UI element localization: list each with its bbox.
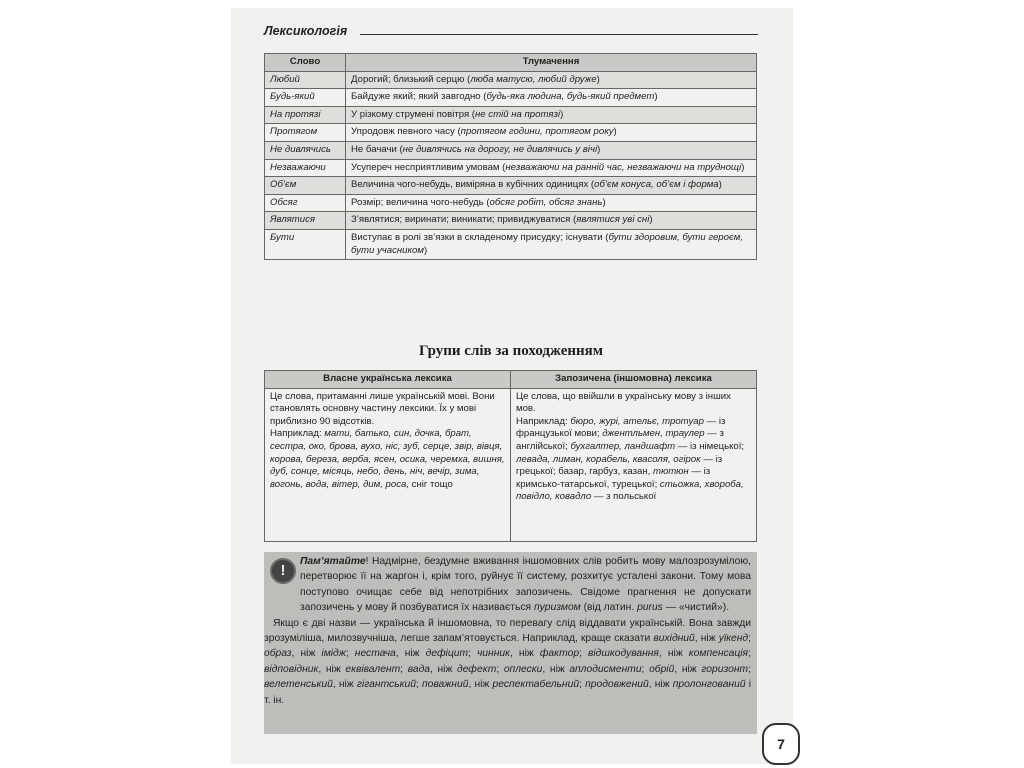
- definition-text: Упродовж певного часу (: [351, 126, 461, 138]
- table-row: [265, 89, 757, 107]
- table-row: [265, 71, 757, 89]
- definition-example: бути здоровим, бути героєм, бути учасником: [351, 231, 743, 256]
- borrowed-intro: Це слова, що ввійшли в українську мову з інших мов.: [516, 390, 731, 415]
- col-borrowed-header: Запозичена (іншомовна) лексика: [511, 371, 757, 389]
- borrowed-words: тютюн: [652, 466, 689, 478]
- foreign-word: гігантський: [356, 679, 416, 691]
- word-cell: Об’єм: [265, 177, 346, 195]
- note-lead: Пам’ятайте: [300, 556, 366, 567]
- words-table-header: [265, 54, 757, 72]
- table-row: [265, 229, 757, 259]
- native-tail: сніг тощо: [409, 478, 453, 490]
- definition-example: не стій на протязі: [475, 108, 561, 120]
- col-definition-header: Тлумачення: [346, 54, 757, 72]
- definition-example: будь-яка людина, будь-який предмет: [486, 91, 655, 103]
- native-word: вада: [407, 663, 430, 675]
- definition-example: протягом години, протягом року: [460, 126, 614, 138]
- than-text: , ніж: [332, 679, 357, 691]
- word-cell: Будь-який: [265, 89, 346, 107]
- table-row: [265, 141, 757, 159]
- separator: ;: [496, 663, 504, 675]
- native-word: оплески: [503, 663, 543, 675]
- borrowed-source: — із грецької; базар, гарбуз, казан,: [516, 453, 723, 478]
- native-word: нестача: [354, 648, 396, 660]
- than-text: , ніж: [694, 633, 719, 645]
- definition-cell: [346, 71, 757, 89]
- separator: ;: [579, 679, 586, 691]
- native-word: образ: [264, 648, 292, 660]
- definition-cell: [346, 141, 757, 159]
- foreign-word: дефект: [457, 663, 497, 675]
- definition-tail: ): [423, 244, 428, 256]
- definition-example: об’єм конуса, об’єм і форма: [594, 179, 719, 191]
- definition-example: являтися уві сні: [576, 214, 650, 226]
- definition-example: незважаючи на ранній час, незважаючи на труднощі: [505, 161, 742, 173]
- definition-text: Дорогий; близький серцю (: [351, 73, 471, 85]
- definition-example: обсяг робіт, обсяг знань: [489, 196, 603, 208]
- word-cell: Обсяг: [265, 194, 346, 212]
- note-p1: ! Надмірне, бездумне вживання іншомовних слів робить мову малозрозумілою, перетворює її на жаргон і, крім того, руйнує її систему, розхитує усталені закони. Тому мова поступово очищає себе від непотрібних запозичень. Свідоме прагнення не допускати запозичень у мову й позбуватися їх називається: [300, 556, 751, 614]
- than-text: , ніж: [318, 663, 346, 675]
- section-title: Групи слів за походженням: [419, 343, 603, 359]
- word-cell: Являтися: [265, 212, 346, 230]
- page-header: [264, 22, 758, 42]
- definition-example: не дивлячись на дорогу, не дивлячись у вічі: [402, 143, 598, 155]
- definition-tail: ): [596, 73, 600, 85]
- separator: ;: [748, 633, 751, 645]
- definition-tail: ): [649, 214, 653, 226]
- note-text: [264, 554, 751, 708]
- definition-cell: [346, 106, 757, 124]
- definition-tail: ): [560, 108, 564, 120]
- table-row: [265, 124, 757, 142]
- note-end: і т. ін.: [264, 679, 751, 706]
- definition-text: Не бачачи (: [351, 143, 403, 155]
- separator: ;: [468, 648, 477, 660]
- native-word: продовжений: [585, 679, 649, 691]
- definition-text: Усупереч несприятливим умовам (: [351, 161, 506, 173]
- separator: ;: [748, 663, 752, 675]
- page-number: 7: [762, 723, 800, 765]
- separator: ;: [641, 663, 650, 675]
- foreign-word: аплодисменти: [569, 663, 642, 675]
- borrowed-lexicon-cell: [511, 388, 757, 541]
- than-text: , ніж: [395, 648, 426, 660]
- definition-text: Розмір; величина чого-небудь (: [351, 196, 490, 208]
- separator: ;: [748, 648, 751, 660]
- definition-cell: [346, 124, 757, 142]
- foreign-word: імідж: [321, 648, 346, 660]
- words-table: [264, 53, 757, 260]
- definition-cell: [346, 177, 757, 195]
- definition-tail: ): [602, 196, 606, 208]
- foreign-word: горизонт: [701, 663, 749, 675]
- definition-cell: [346, 212, 757, 230]
- borrowed-example-label: Наприклад:: [516, 415, 571, 427]
- native-example-label: Наприклад:: [270, 428, 325, 440]
- definition-text: У різкому струмені повітря (: [351, 108, 476, 120]
- native-word: відшкодування: [588, 648, 659, 660]
- definition-tail: ): [741, 161, 745, 173]
- origin-table: [264, 370, 757, 542]
- word-cell: Бути: [265, 229, 346, 259]
- foreign-word: респектабельний: [492, 679, 580, 691]
- borrowed-words: стьожка, хвороба, повідло, ковадло: [516, 478, 744, 503]
- word-cell: На протязі: [265, 106, 346, 124]
- foreign-word: еквівалент: [345, 663, 401, 675]
- table-row: [265, 106, 757, 124]
- definition-cell: [346, 229, 757, 259]
- definition-example: люба матусю, любий друже: [470, 73, 597, 85]
- definition-tail: ): [597, 143, 601, 155]
- definition-cell: [346, 89, 757, 107]
- foreign-word: фактор: [539, 648, 580, 660]
- word-cell: Не дивлячись: [265, 141, 346, 159]
- definition-text: Байдуже який; який завгодно (: [351, 91, 487, 103]
- borrowed-examples: [516, 416, 744, 503]
- table-row: [265, 177, 757, 195]
- borrowed-words: левада, лиман, корабель, квасоля, огірок: [516, 453, 701, 465]
- header-title: Лексикологія: [264, 24, 348, 38]
- separator: ;: [400, 663, 408, 675]
- native-examples: мати, батько, син, дочка, брат, сестра, око, брова, вухо, ніс, зуб, серце, звір, вівця, корова, береза, верба, ясен, осика, черемха, вишня, дуб, сонце, місяць, небо, день, ніч, вечір, зима, вогонь, вода, вітер, дим, роса,: [270, 428, 505, 490]
- foreign-word: пролонгований: [672, 679, 746, 691]
- than-text: , ніж: [674, 663, 702, 675]
- borrowed-words: бюро, журі, ательє, тротуар: [570, 415, 704, 427]
- native-word: вихідний: [653, 633, 695, 645]
- note-latin: purus: [637, 602, 663, 614]
- borrowed-words: джентльмен, траулер: [602, 428, 705, 440]
- definition-cell: [346, 194, 757, 212]
- note-p1-tail: (від латин.: [580, 602, 638, 614]
- definition-text: З’являтися; виринати; виникати; привиджуватися (: [351, 214, 577, 226]
- than-text: , ніж: [658, 648, 689, 660]
- note-term: пуризмом: [533, 602, 581, 614]
- separator: ;: [415, 679, 422, 691]
- native-word: велетенський: [264, 679, 333, 691]
- definition-text: Виступає в ролі зв’язки в складеному присудку; існувати (: [351, 231, 609, 243]
- than-text: , ніж: [509, 648, 540, 660]
- native-word: обрій: [649, 663, 675, 675]
- table-row: [265, 194, 757, 212]
- than-text: , ніж: [429, 663, 457, 675]
- separator: ;: [579, 648, 588, 660]
- foreign-word: дефіцит: [425, 648, 469, 660]
- exclamation-icon: !: [270, 558, 296, 584]
- col-native-header: Власне українська лексика: [265, 371, 511, 389]
- note-p2: Якщо є дві назви — українська й іншомовна, то перевагу слід віддавати українській. Вона завжди зрозуміліша, милозвучніша, легше запам’ятовується. Наприклад, краще сказати: [264, 617, 751, 645]
- table-row: [265, 212, 757, 230]
- note-p1-end: — «чистий»).: [662, 602, 730, 614]
- borrowed-source: — із французької мови;: [516, 415, 726, 440]
- native-intro: Це слова, притаманні лише українській мові. Вони становлять основну частину лексики. Їх у мові приблизно 90 відсотків.: [270, 390, 495, 427]
- borrowed-words: бухгалтер, ландшафт: [570, 440, 676, 452]
- definition-text: Величина чого-небудь, виміряна в кубічних одиницях (: [351, 179, 595, 191]
- borrowed-source: — із німецької;: [675, 440, 745, 452]
- definition-tail: ): [718, 179, 722, 191]
- borrowed-source: — з англійської;: [516, 428, 724, 452]
- word-cell: Незважаючи: [265, 159, 346, 177]
- than-text: , ніж: [542, 663, 570, 675]
- definition-cell: [346, 159, 757, 177]
- than-text: , ніж: [291, 648, 322, 660]
- table-row: [265, 159, 757, 177]
- than-text: , ніж: [648, 679, 673, 691]
- native-word: поважний: [421, 679, 469, 691]
- col-word-header: Слово: [265, 54, 346, 72]
- remember-note: [264, 552, 757, 734]
- definition-tail: ): [654, 91, 658, 103]
- native-lexicon-cell: [265, 388, 511, 541]
- word-cell: Протягом: [265, 124, 346, 142]
- borrowed-source: — із кримсько-татарської, турецької;: [516, 466, 711, 490]
- definition-tail: ): [613, 126, 617, 138]
- borrowed-source: — з польської: [591, 491, 657, 503]
- word-cell: Любий: [265, 71, 346, 89]
- separator: ;: [345, 648, 355, 660]
- foreign-word: компенсація: [688, 648, 749, 660]
- header-rule: [360, 34, 758, 35]
- than-text: , ніж: [468, 679, 493, 691]
- foreign-word: уїкенд: [718, 633, 749, 645]
- native-word: чинник: [476, 648, 510, 660]
- native-word: відповідник: [264, 663, 319, 675]
